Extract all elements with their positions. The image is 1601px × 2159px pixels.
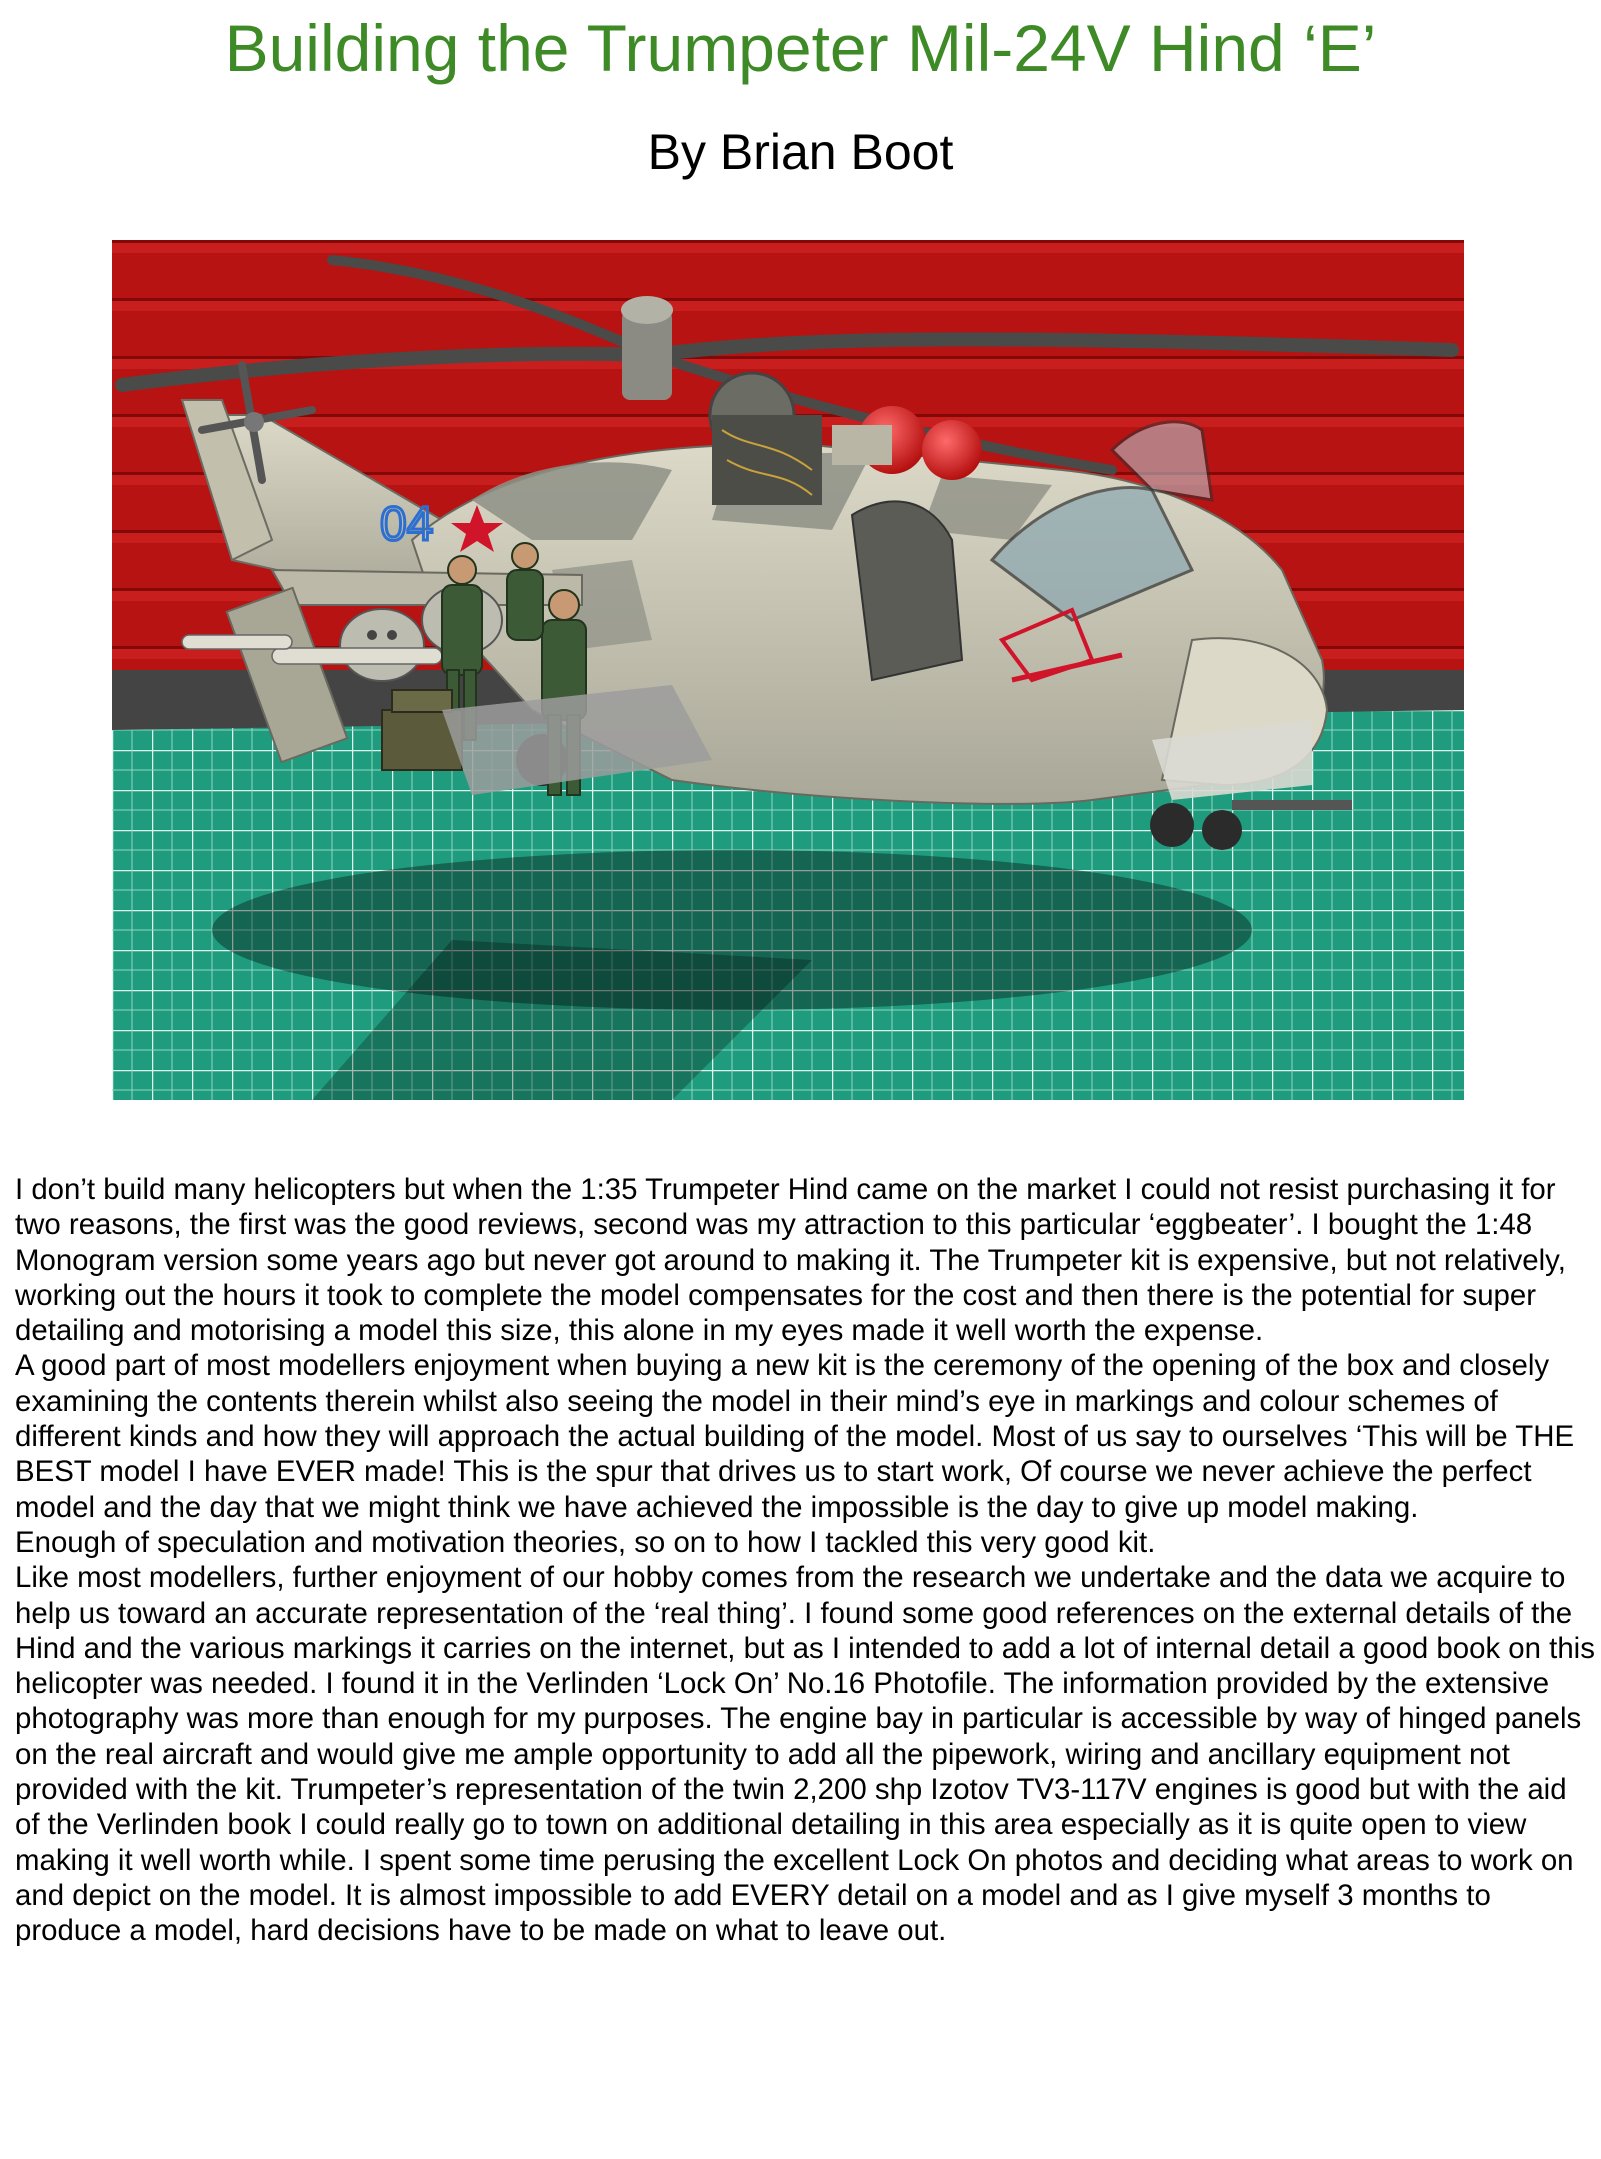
- helicopter-model-photo: [112, 240, 1464, 1100]
- article-body: [15, 1172, 1595, 1949]
- article-byline: By Brian Boot: [647, 124, 954, 180]
- tail-number: 04: [380, 498, 434, 551]
- body-paragraph-2: A good part of most modellers enjoyment when buying a new kit is the ceremony of the opening of the box and closely examining the contents therein whilst also seeing the model in their mind’s eye in markings and colour schemes of different kinds and how they will approach the actual building of the model. Most of us say to ourselves ‘This will be THE BEST model I have EVER made! This is the spur that drives us to start work, Of course we never achieve the perfect model and the day that we might think we have achieved the impossible is the day to give up model making.: [15, 1349, 1575, 1524]
- body-paragraph-4: Like most modellers, further enjoyment of our hobby comes from the research we undertake and the data we acquire to help us toward an accurate representation of the ‘real thing’. I found some good references on the external details of the Hind and the various markings it carries on the internet, but as I intended to add a lot of internal detail a good book on this helicopter was needed. I found it in the Verlinden ‘Lock On’ No.16 Photofile. The information provided by the extensive photography was more than enough for my purposes. The engine bay in particular is accessible by way of hinged panels on the real aircraft and would give me ample opportunity to add all the pipework, wiring and ancillary equipment not provided with the kit. Trumpeter’s representation of the twin 2,200 shp Izotov TV3-117V engines is good but with the aid of the Verlinden book I could really go to town on additional detailing in this area especially as it is quite open to view making it well worth while. I spent some time perusing the excellent Lock On photos and deciding what areas to work on and depict on the model. It is almost impossible to add EVERY detail on a model and as I give myself 3 months to produce a model, hard decisions have to be made on what to leave out.: [15, 1561, 1595, 1948]
- body-paragraph-3: Enough of speculation and motivation theories, so on to how I tackled this very good kit.: [15, 1525, 1156, 1559]
- photo-illustration: [112, 240, 1464, 1100]
- body-paragraph-1: I don’t build many helicopters but when the 1:35 Trumpeter Hind came on the market I could not resist purchasing it for two reasons, the first was the good reviews, second was my attraction to this particular ‘eggbeater’. I bought the 1:48 Monogram version some years ago but never got around to making it. The Trumpeter kit is expensive, but not relatively, working out the hours it took to complete the model compensates for the cost and then there is the potential for super detailing and motorising a model this size, this alone in my eyes made it well worth the expense.: [15, 1173, 1566, 1348]
- article-title: Building the Trumpeter Mil-24V Hind ‘E’: [224, 11, 1377, 85]
